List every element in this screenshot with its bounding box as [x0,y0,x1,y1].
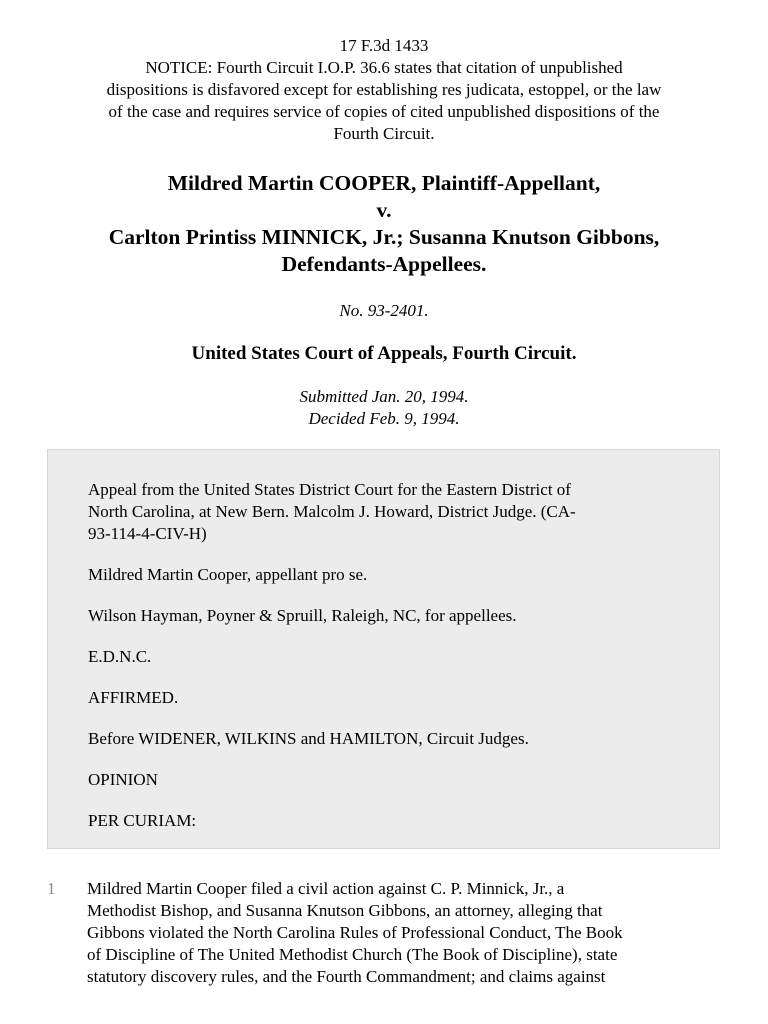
case-dates [0,386,768,430]
appellee-counsel: Wilson Hayman, Poyner & Spruill, Raleigh, NC, for appellees. [88,606,517,625]
appeal-line: North Carolina, at New Bern. Malcolm J. Howard, District Judge. (CA- [88,502,576,521]
case-citation: 17 F.3d 1433 [339,36,429,55]
per-curiam-label: PER CURIAM: [88,811,197,830]
defendants-line: Carlton Printiss MINNICK, Jr.; Susanna Knutson Gibbons, [108,225,660,249]
paragraph-line: Mildred Martin Cooper filed a civil action against C. P. Minnick, Jr., a [87,879,565,898]
paragraph-line: Methodist Bishop, and Susanna Knutson Gibbons, an attorney, alleging that [87,901,603,920]
disposition: AFFIRMED. [88,688,179,707]
notice-line: Fourth Circuit. [333,124,435,143]
panel-judges: Before WIDENER, WILKINS and HAMILTON, Circuit Judges. [88,729,529,748]
appeal-info [88,479,678,545]
versus-line: v. [376,198,392,222]
submitted-date: Submitted Jan. 20, 1994. [299,387,469,406]
decided-date: Decided Feb. 9, 1994. [308,409,460,428]
case-header [40,35,728,145]
notice-line: of the case and requires service of copies of cited unpublished dispositions of the [108,102,660,121]
preliminary-info-box [47,449,720,849]
paragraph-line: statutory discovery rules, and the Fourth Commandment; and claims against [87,967,606,986]
notice-line: NOTICE: Fourth Circuit I.O.P. 36.6 states that citation of unpublished [145,58,623,77]
docket-number: No. 93-2401. [339,301,429,320]
plaintiff-line: Mildred Martin COOPER, Plaintiff-Appellant, [167,171,601,195]
paragraph-number: 1 [47,879,56,898]
paragraph-line: of Discipline of The United Methodist Church (The Book of Discipline), state [87,945,618,964]
opinion-label: OPINION [88,770,158,789]
paragraph-text [87,878,719,988]
defendants-role-line: Defendants-Appellees. [281,252,487,276]
notice-line: dispositions is disfavored except for establishing res judicata, estoppel, or the law [106,80,662,99]
case-caption [30,170,738,278]
appellant-counsel: Mildred Martin Cooper, appellant pro se. [88,565,368,584]
paragraph-line: Gibbons violated the North Carolina Rules of Professional Conduct, The Book [87,923,623,942]
district-abbrev: E.D.N.C. [88,647,152,666]
appeal-line: Appeal from the United States District Court for the Eastern District of [88,480,571,499]
appeal-line: 93-114-4-CIV-H) [88,524,207,543]
court-name: United States Court of Appeals, Fourth Circuit. [191,343,577,364]
